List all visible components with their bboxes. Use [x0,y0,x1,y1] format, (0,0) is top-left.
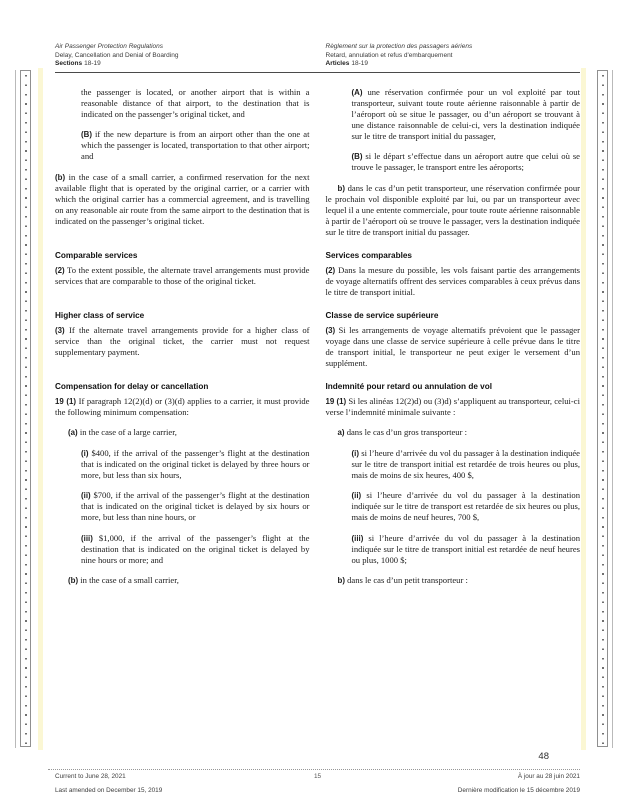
right-perforation-strip [597,70,608,747]
footer-amended-row [55,787,580,794]
running-header [55,43,580,69]
section-range-en: 18-19 [84,60,101,68]
paragraph-text: in the case of a large carrier, [79,427,177,438]
paragraph-text: si l’heure d’arrivée du vol du passager à la destination indiquée sur le titre de transport est retardée de six heures ou plus, mais de moins de neuf heures, 700 $, [351,490,580,523]
paragraph [55,265,310,287]
right-page-edge-line [612,70,613,748]
paragraph-text: Dans la mesure du possible, les vols faisant partie des arrangements de voyage alternatifs offrent des services comparables à ceux prévus dans le titre de transport initial. [325,264,580,297]
section-row [55,298,580,369]
section-label-en: Sections [55,60,83,68]
header-rule [55,72,580,73]
paragraph-marker: (i) [351,448,359,458]
paragraph [352,448,581,481]
section-column-fr [326,238,581,298]
paragraph-marker: (3) [55,325,65,335]
paragraph-text: $700, if the arrival of the passenger’s flight at the destination that is indicated on the original ticket is delayed by six hours or more, but less than nine hours, or [81,490,310,523]
page-content [55,43,580,586]
paragraph [352,533,581,566]
footer-center-spacer [230,787,405,794]
section-column-fr [326,298,581,369]
paragraph-marker: (B) [81,130,92,140]
paragraph [81,490,310,523]
section-heading: Indemnité pour retard ou annulation de vol [325,381,492,391]
page-number: 48 [538,751,549,762]
section-column-en [55,87,310,238]
paragraph [81,448,310,481]
left-page-edge-line [15,70,16,748]
paragraph [326,396,581,418]
paragraph-text: dans le cas d’un gros transporteur : [346,427,467,438]
section-column-fr [326,87,581,238]
section-reference-fr [326,60,581,69]
right-margin-highlight [581,68,586,750]
left-margin-highlight [38,68,43,750]
document-title-fr: Règlement sur la protection des passagers aériens [325,43,473,50]
paragraph-text: If the alternate travel arrangements provide for a higher class of service than the original ticket, the carrier must not request supplementary payment. [55,324,310,357]
paragraph-marker: (B) [351,152,363,162]
paragraph [352,151,581,173]
paragraph [55,396,310,418]
paragraph [68,427,310,438]
section-row [55,369,580,587]
document-sections [55,87,580,587]
paragraph-marker: (ii) [81,491,91,501]
section-row [55,87,580,238]
paragraph-marker: (3) [325,325,336,335]
paragraph [81,87,310,120]
section-heading: Higher class of service [55,310,145,320]
footer-current-to-fr: À jour au 28 juin 2021 [517,773,580,780]
paragraph-marker: 19 (1) [325,396,347,406]
paragraph-text: in the case of a small carrier, a confirmed reservation for the next available flight that is operated by the original carrier, or a carrier with which the original carrier has a commercial agreement, and is travelling on any reasonable air route from the same airport to the destination that is indicated on the passenger’s original ticket. [55,171,310,226]
paragraph-text: $1,000, if the arrival of the passenger’s flight at the destination that is indicated on the original ticket is delayed by nine hours or more; and [81,532,310,565]
right-perforation-dots [602,75,604,750]
footer-current-to-en: Current to June 28, 2021 [55,773,126,780]
section-column-en [55,369,310,587]
section-column-fr [326,369,581,587]
paragraph-marker: a) [337,428,345,438]
footer-rule [48,769,580,770]
document-subtitle-fr: Retard, annulation et refus d'embarquement [325,51,453,59]
footer-currency-row [55,773,580,780]
document-subtitle-en: Delay, Cancellation and Denial of Boarding [55,51,179,59]
paragraph-text: $400, if the arrival of the passenger’s flight at the destination that is indicated on the original ticket is delayed by three hours or more, but less than six hours, [81,447,310,480]
section-heading: Compensation for delay or cancellation [55,381,209,391]
paragraph-text: Si les arrangements de voyage alternatifs prévoient que le passager voyage dans une classe de service supérieure à celle prévue dans le titre de transport initial, le transporteur ne peut exiger le versement d’un supplément. [325,324,580,368]
paragraph [326,183,581,238]
section-row [55,238,580,298]
paragraph-marker: 19 (1) [55,396,77,406]
paragraph-text: if the new departure is from an airport other than the one at which the passenger is located, transportation to that other airport; and [81,129,310,162]
section-column-en [55,238,310,298]
section-heading: Comparable services [55,250,138,260]
section-heading: Services comparables [325,250,412,260]
paragraph-marker: (i) [81,448,89,458]
left-perforation-dots [25,75,27,750]
footer-last-amended-fr: Dernière modification le 15 décembre 2019 [457,787,580,794]
section-range-fr: 18-19 [351,60,368,68]
paragraph [81,129,310,162]
paragraph-marker: (A) [351,87,363,97]
section-heading: Classe de service supérieure [325,310,439,320]
paragraph-text: dans le cas d’un petit transporteur : [347,575,468,586]
document-title-en: Air Passenger Protection Regulations [55,43,164,50]
paragraph-marker: (b) [68,576,79,586]
paragraph-marker: (iii) [81,533,93,543]
paragraph-text: To the extent possible, the alternate travel arrangements must provide services that are comparable to those of the original ticket. [55,264,310,286]
paragraph-marker: (b) [55,172,66,182]
paragraph [68,575,310,586]
paragraph-text: si l’heure d’arrivée du vol du passager à la destination indiquée sur le titre de transport initial est retardée de neuf heures ou plus, 1000 $; [351,532,580,565]
running-header-fr [326,43,581,69]
paragraph [352,490,581,523]
paragraph-marker: b) [337,576,345,586]
left-perforation-strip [20,70,31,747]
paragraph [326,265,581,298]
section-label-fr: Articles [325,60,350,68]
paragraph [326,575,581,586]
section-column-en [55,298,310,369]
paragraph [55,325,310,358]
footer-sheet-number: 15 [313,773,322,780]
footer-last-amended-en: Last amended on December 15, 2019 [55,787,163,794]
paragraph-marker: (iii) [351,533,364,543]
paragraph-marker: (2) [325,265,336,275]
paragraph [326,427,581,438]
paragraph-text: une réservation confirmée pour un vol exploité par tout transporteur, suivant toute route aérienne raisonnable à partir de l’aéroport où se situe le passager, ou d’un aéroport se trouvant à une distance raisonnable de celui-ci, vers la destination indiquée sur le titre de transport initial du passager, [351,86,580,141]
paragraph-marker: b) [337,183,345,193]
paragraph-text: si l’heure d’arrivée du vol du passager à la destination indiquée sur le titre de transport initial est retardée de trois heures ou plus, mais de moins de six heures, 400 $, [351,447,580,480]
paragraph-marker: (2) [55,265,65,275]
running-header-en [55,43,310,69]
paragraph-text: si le départ s’effectue dans un aéroport autre que celui où se trouve le passager, le transport entre les aéroports; [351,151,580,173]
paragraph [55,172,310,227]
paragraph [352,87,581,142]
paragraph-text: Si les alinéas 12(2)d) ou (3)d) s’appliquent au transporteur, celui-ci verse l’indemnité minimale suivante : [325,395,580,417]
paragraph-text: dans le cas d’un petit transporteur, une réservation confirmée pour le prochain vol disponible exploité par lui, ou par un transporteur avec lequel il a une entente commerciale, pour toute route aérienne raisonnable à partir de l’aéroport où se trouve le passager, vers la destination indiquée sur le titre de transport initial du passager. [325,182,580,237]
paragraph-text: If paragraph 12(2)(d) or (3)(d) applies to a carrier, it must provide the following minimum compensation: [55,395,310,417]
paragraph-text: in the case of a small carrier, [80,575,179,586]
paragraph-text: the passenger is located, or another airport that is within a reasonable distance of that airport, to the destination that is indicated on the passenger’s original ticket, and [81,86,310,119]
paragraph-marker: (ii) [351,491,362,501]
section-reference-en [55,60,310,69]
paragraph [81,533,310,566]
paragraph-marker: (a) [68,428,78,438]
paragraph [326,325,581,369]
